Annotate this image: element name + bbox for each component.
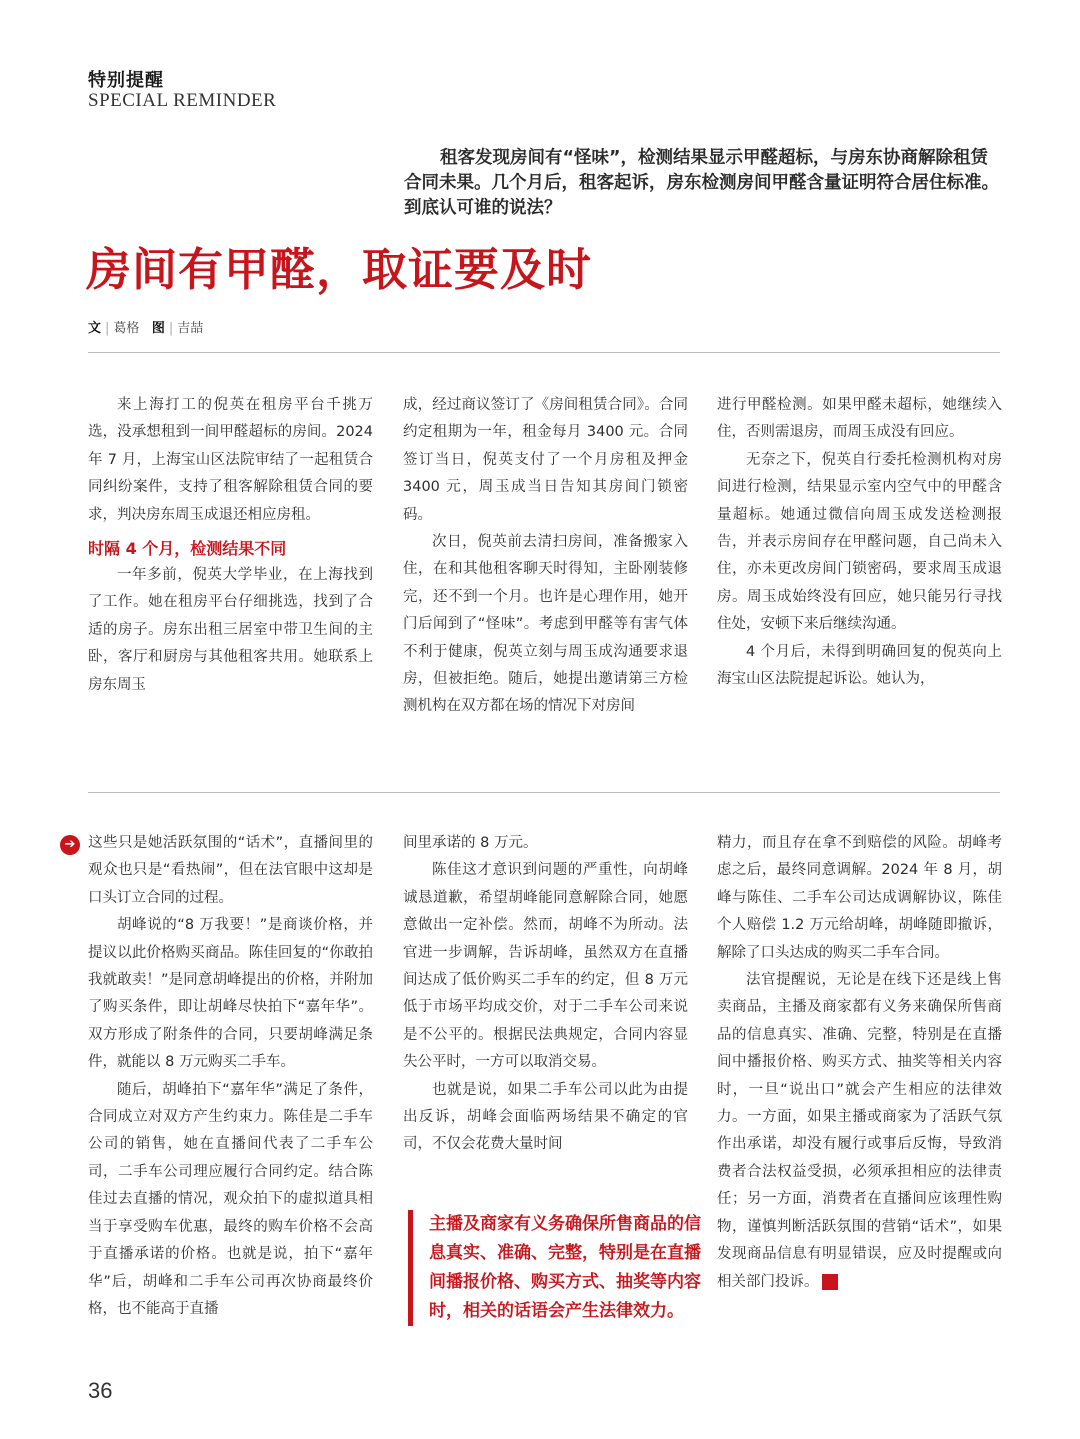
middle-divider [88, 792, 1000, 793]
paragraph: 这些只是她活跃氛围的“话术”，直播间里的观众也只是“看热闹”，但在法官眼中这却是口头订立合同的过程。 [88, 835, 373, 906]
pull-quote [408, 1210, 709, 1326]
paragraph [717, 967, 1002, 1296]
paragraph: 陈佳这才意识到问题的严重性，向胡峰诚恳道歉，希望胡峰能同意解除合同，她愿意做出一定补偿。然而，胡峰不为所动。法官进一步调解，告诉胡峰，虽然双方在直播间达成了低价购买二手车的约定，但 8 万元低于市场平均成交价，对于二手车公司来说是不公平的。根据民法典规定，合同内容显失公平时，一方可以取消交易。 [403, 862, 688, 1071]
byline-pic-label: 图 [151, 321, 165, 336]
article-column-4 [88, 830, 373, 1323]
section-label-en: SPECIAL REMINDER [88, 90, 277, 111]
page-number: 36 [88, 1378, 113, 1403]
paragraph: 随后，胡峰拍下“嘉年华”满足了条件，合同成立对双方产生约束力。陈佳是二手车公司的销售，她在直播间代表了二手车公司，二手车公司理应履行合同约定。结合陈佳过去直播的情况，观众拍下的虚拟道具相当于享受购车优惠，最终的购车价格不会高于直播承诺的价格。也就是说，拍下“嘉年华”后，胡峰和二手车公司再次协商最终价格，也不能高于直播 [88, 1081, 373, 1317]
article-column-3 [717, 392, 1002, 693]
paragraph: 成，经过商议签订了《房间租赁合同》。合同约定租期为一年，租金每月 3400 元。合同签订当日，倪英支付了一个月房租及押金 3400 元，周玉成当日告知其房间门锁密码。 [403, 397, 688, 523]
top-divider [88, 352, 1000, 353]
pull-quote-text: 主播及商家有义务确保所售商品的信息真实、准确、完整，特别是在直播间播报价格、购买方式、抽奖等内容时，相关的话语会产生法律效力。 [429, 1214, 701, 1321]
paragraph: 来上海打工的倪英在租房平台千挑万选，没承想租到一间甲醛超标的房间。2024 年 7 月，上海宝山区法院审结了一起租赁合同纠纷案件，支持了租客解除租赁合同的要求，判决房东周玉成退还相应房租。 [88, 397, 373, 523]
byline-divider: | [168, 321, 174, 336]
paragraph: 间里承诺的 8 万元。 [403, 835, 538, 851]
byline-pic-author: 吉喆 [177, 321, 204, 336]
headline: 房间有甲醛，取证要及时 [86, 243, 593, 296]
continuation-arrow-icon: ➔ [60, 835, 80, 855]
article-column-2 [403, 392, 688, 721]
article-column-1 [88, 392, 373, 699]
byline-text-label: 文 [88, 321, 102, 336]
paragraph: 胡峰说的“8 万我要！”是商谈价格，并提议以此价格购买商品。陈佳回复的“你敢拍我就敢卖！”是同意胡峰提出的价格，并附加了购买条件，即让胡峰尽快拍下“嘉年华”。双方形成了附条件的合同，只要胡峰满足条件，就能以 8 万元购买二手车。 [88, 917, 373, 1071]
lead-paragraph: 租客发现房间有“怪味”，检测结果显示甲醛超标，与房东协商解除租赁合同未果。几个月后，租客起诉，房东检测房间甲醛含量证明符合居住标准。到底认可谁的说法？ [404, 148, 999, 218]
byline [88, 317, 203, 336]
article-column-6 [717, 830, 1002, 1296]
section-label-cn: 特别提醒 [88, 70, 164, 91]
article-column-5 [403, 830, 688, 1159]
byline-divider: | [105, 321, 110, 336]
byline-text-author: 葛格 [113, 321, 140, 336]
paragraph: 次日，倪英前去清扫房间，准备搬家入住，在和其他租客聊天时得知，主卧刚装修完，还不到一个月。也许是心理作用，她开门后闻到了“怪味”。考虑到甲醛等有害气体不利于健康，倪英立刻与周玉成沟通要求退房，但被拒绝。随后，她提出邀请第三方检测机构在双方都在场的情况下对房间 [403, 534, 688, 715]
paragraph: 也就是说，如果二手车公司以此为由提出反诉，胡峰会面临两场结果不确定的官司，不仅会花费大量时间 [403, 1081, 688, 1153]
subheading: 时隔 4 个月，检测结果不同 [88, 539, 287, 559]
paragraph: 进行甲醛检测。如果甲醛未超标，她继续入住，否则需退房，而周玉成没有回应。 [717, 397, 1002, 441]
paragraph: 无奈之下，倪英自行委托检测机构对房间进行检测，结果显示室内空气中的甲醛含量超标。她通过微信向周玉成发送检测报告，并表示房间存在甲醛问题，自己尚未入住，亦未更改房间门锁密码，要求周玉成退房。周玉成始终没有回应，她只能另行寻找住处，安顿下来后继续沟通。 [717, 451, 1002, 633]
end-mark-icon: 72 [822, 1274, 838, 1290]
paragraph: 精力，而且存在拿不到赔偿的风险。胡峰考虑之后，最终同意调解。2024 年 8 月，胡峰与陈佳、二手车公司达成调解协议，陈佳个人赔偿 1.2 万元给胡峰，胡峰随即撤诉，解除了口头达成的购买二手车合同。 [717, 835, 1002, 961]
paragraph: 4 个月后，未得到明确回复的倪英向上海宝山区法院提起诉讼。她认为， [717, 643, 1002, 688]
paragraph: 一年多前，倪英大学毕业，在上海找到了工作。她在租房平台仔细挑选，找到了合适的房子。房东出租三居室中带卫生间的主卧，客厅和厨房与其他租客共用。她联系上房东周玉 [88, 567, 373, 693]
paragraph-text: 法官提醒说，无论是在线下还是线上售卖商品，主播及商家都有义务来确保所售商品的信息真实、准确、完整，特别是在直播间中播报价格、购买方式、抽奖等相关内容时，一旦“说出口”就会产生相应的法律效力。一方面，如果主播或商家为了活跃气氛作出承诺，却没有履行或事后反悔，导致消费者合法权益受损，必须承担相应的法律责任；另一方面，消费者在直播间应该理性购物，谨慎判断活跃氛围的营销“话术”，如果发现商品信息有明显错误，应及时提醒或向相关部门投诉。 [717, 972, 1002, 1290]
